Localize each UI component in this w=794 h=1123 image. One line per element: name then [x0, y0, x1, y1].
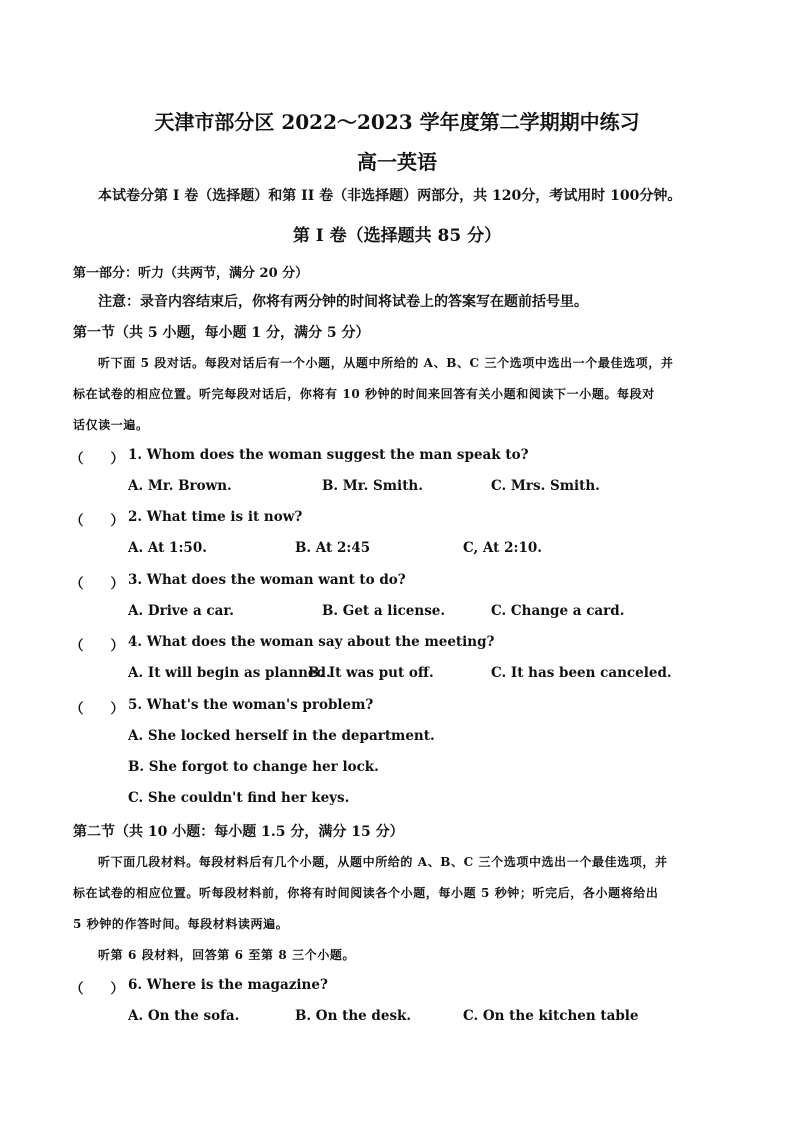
option-c: C. She couldn't find her keys. [128, 790, 350, 806]
option-a: A. She locked herself in the department. [128, 728, 435, 744]
exam-title: 天津市部分区 2022～2023 学年度第二学期期中练习 [154, 110, 640, 134]
answer-bracket[interactable]: （ ） [70, 981, 124, 997]
section1-instruction-line: 标在试卷的相应位置。听完每段对话后，你将有 10 秒钟的时间来回答有关小题和阅读下一小题。每段对 [73, 387, 655, 401]
subject-title: 高一英语 [357, 150, 437, 174]
question-stem: 2. What time is it now? [128, 509, 303, 525]
option-a: A. Drive a car. [128, 603, 234, 619]
answer-bracket[interactable]: （ ） [70, 638, 124, 654]
option-b: B. At 2:45 [295, 540, 371, 556]
option-b: B. Get a license. [322, 603, 446, 619]
option-b: B. On the desk. [295, 1008, 412, 1024]
section2-instruction-line: 听下面几段材料。每段材料后有几个小题，从题中所给的 A、B、C 三个选项中选出一个最佳选项，并 [98, 855, 668, 869]
section2-instruction-line: 5 秒钟的作答时间。每段材料读两遍。 [73, 917, 289, 931]
part1-heading: 第一部分：听力（共两节，满分 20 分） [73, 266, 309, 281]
volume-heading: 第 I 卷（选择题共 85 分） [292, 226, 502, 246]
section2-heading: 第二节（共 10 小题：每小题 1.5 分，满分 15 分） [73, 824, 404, 840]
section2-instruction-line: 标在试卷的相应位置。听每段材料前，你将有时间阅读各个小题，每小题 5 秒钟；听完后，各小题将给出 [73, 886, 659, 900]
option-a: A. At 1:50. [128, 540, 207, 556]
question-stem: 1. Whom does the woman suggest the man speak to? [128, 447, 529, 463]
answer-bracket[interactable]: （ ） [70, 701, 124, 717]
answer-bracket[interactable]: （ ） [70, 451, 124, 467]
option-a: A. On the sofa. [128, 1008, 240, 1024]
option-c: C. It has been canceled. [491, 665, 672, 681]
section1-instruction-line: 听下面 5 段对话。每段对话后有一个小题，从题中所给的 A、B、C 三个选项中选出一个最佳选项，并 [98, 356, 674, 370]
option-c: C. Mrs. Smith. [491, 478, 600, 494]
question-stem: 5. What's the woman's problem? [128, 697, 374, 713]
option-c: C, At 2:10. [463, 540, 542, 556]
question-stem: 3. What does the woman want to do? [128, 572, 406, 588]
option-a: A. It will begin as planned. [128, 665, 331, 681]
option-b: B. Mr. Smith. [322, 478, 423, 494]
question-stem: 6. Where is the magazine? [128, 977, 328, 993]
section1-heading: 第一节（共 5 小题，每小题 1 分，满分 5 分） [73, 325, 370, 341]
option-c: C. Change a card. [491, 603, 625, 619]
option-c: C. On the kitchen table [463, 1008, 639, 1024]
part1-notice: 注意：录音内容结束后，你将有两分钟的时间将试卷上的答案写在题前括号里。 [98, 294, 588, 310]
section1-instruction-line: 话仅读一遍。 [73, 418, 149, 432]
material-note: 听第 6 段材料，回答第 6 至第 8 三个小题。 [98, 948, 356, 962]
exam-intro: 本试卷分第 I 卷（选择题）和第 II 卷（非选择题）两部分，共 120分，考试用时 100分钟。 [98, 188, 682, 204]
option-a: A. Mr. Brown. [128, 478, 232, 494]
option-b: B. It was put off. [308, 665, 434, 681]
question-stem: 4. What does the woman say about the meeting? [128, 634, 495, 650]
answer-bracket[interactable]: （ ） [70, 513, 124, 529]
option-b: B. She forgot to change her lock. [128, 759, 379, 775]
answer-bracket[interactable]: （ ） [70, 576, 124, 592]
